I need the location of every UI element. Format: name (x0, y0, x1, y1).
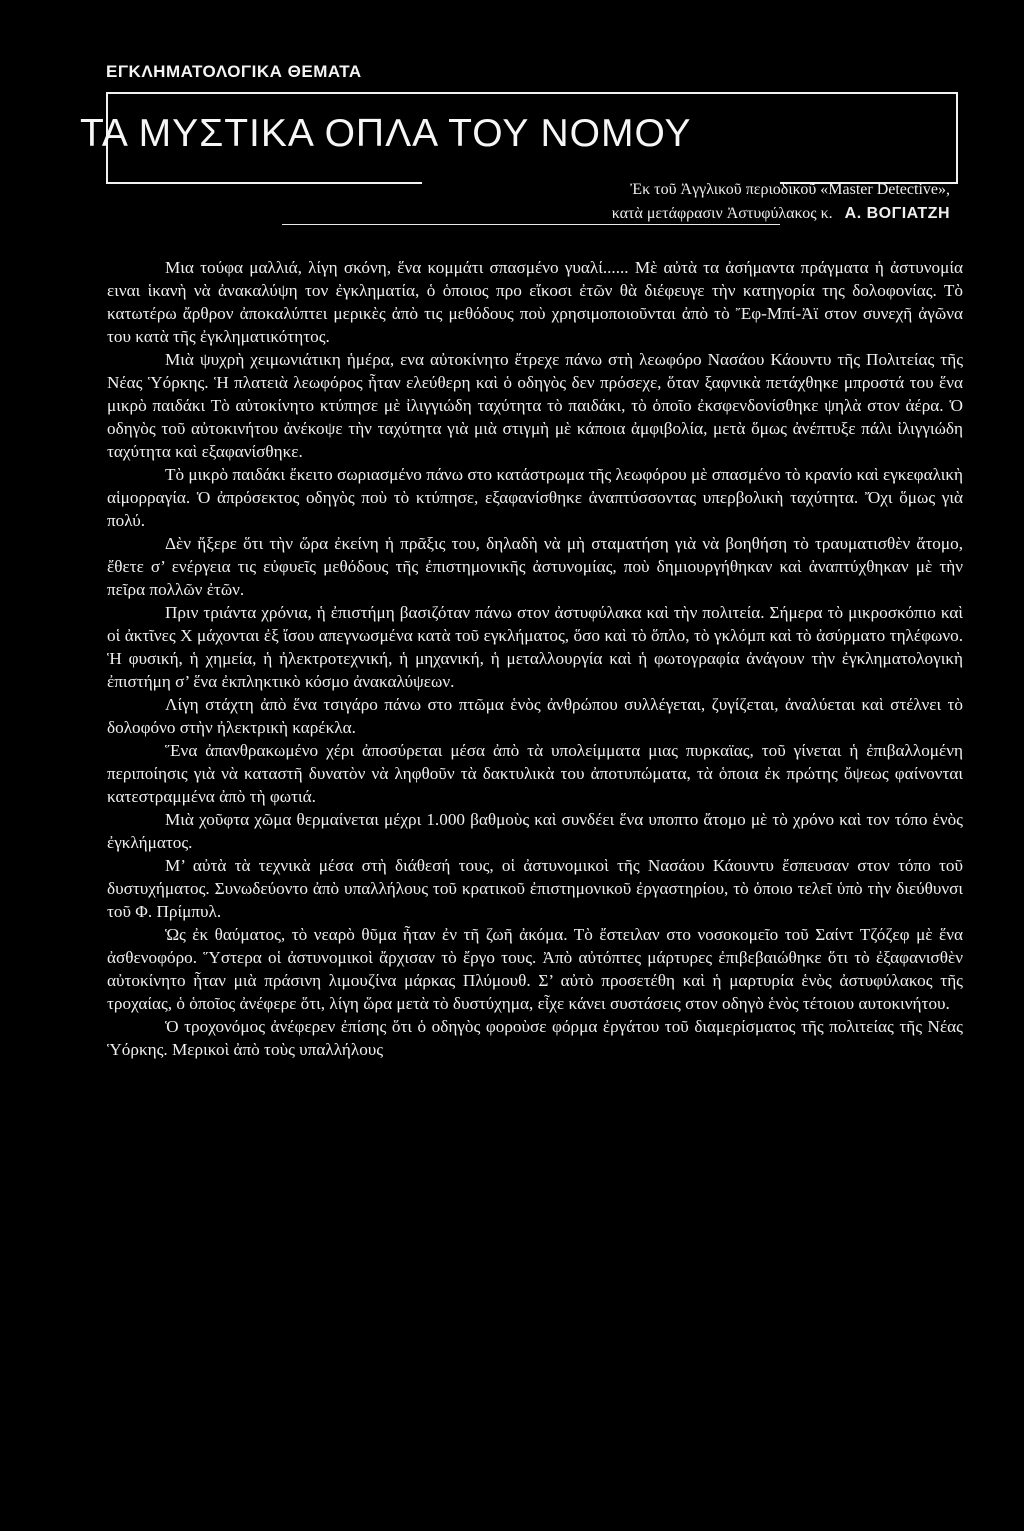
translator-prefix: κατὰ μετάφρασιν Ἀστυφύλακος κ. (611, 205, 833, 222)
frame-right-rule (956, 92, 958, 184)
frame-bottom-left-rule (106, 182, 422, 184)
paragraph: Ἕνα ἀπανθρακωμένο χέρι ἀποσύρεται μέσα ἀπὸ τὰ υπολείμματα μιας πυρκαϊας, τοῦ γίνεται ἡ ἐπιβαλλομένη περιποίησις γιὰ νὰ καταστῆ δυνατὸν νὰ ληφθοῦν τὰ δακτυλικὰ του ἀποτυπώματα, τὰ ὁποια ἐκ πρώτης ὄψεως φαίνονται κατεστραμμένα ἀπὸ τὴ φωτιά. (107, 741, 963, 806)
paragraph: Δὲν ἤξερε ὅτι τὴν ὥρα ἐκείνη ἡ πρᾶξις του, δηλαδὴ νὰ μὴ σταματήση γιὰ νὰ βοηθήση τὸ τραυματισθὲν ἄτομο, ἔθετε σ’ ενέργεια τις εὐφυεῖς μεθόδους τῆς ἐπιστημονικῆς ἀστυνομίας, ποὺ δημιουργήθηκαν καὶ ἀναπτύχθηκαν μὲ τὴν πεῖρα πολλῶν ἐτῶν. (107, 534, 963, 599)
article-body (107, 256, 963, 1061)
translator-credit (612, 205, 950, 223)
paragraph: Μ’ αὐτὰ τὰ τεχνικὰ μέσα στὴ διάθεσή τους, οἱ ἀστυνομικοὶ τῆς Νασάου Κάουντυ ἔσπευσαν στον τόπο τοῦ δυστυχήματος. Συνωδεύοντο ἀπὸ υπαλλήλους τοῦ κρατικοῦ ἐπιστημονικοῦ ἐργαστηρίου, τὸ ὁποιο τελεῖ ὑπὸ τὴν διεύθυνσι τοῦ Φ. Πρίμπυλ. (107, 856, 963, 921)
credit-underline (282, 224, 780, 225)
paragraph: Μιὰ ψυχρὴ χειμωνιάτικη ἡμέρα, ενα αὐτοκίνητο ἔτρεχε πάνω στὴ λεωφόρο Νασάου Κάουντυ τῆς Πολιτείας τῆς Νέας Ὑόρκης. Ἡ πλατειὰ λεωφόρος ἦταν ελεύθερη καὶ ὁ οδηγὸς δεν πρόσεχε, ὅταν ξαφνικὰ πετάχθηκε μπροστά του ἕνα μικρὸ παιδάκι Τὸ αὐτοκίνητο κτύπησε μὲ ἰλιγγιώδη ταχύτητα τὸ παιδάκι, τὸ ὁποῖο ἐκσφενδονίσθηκε ψηλὰ στον ἀέρα. Ὁ οδηγὸς τοῦ αὐτοκινήτου ἀνέκοψε τὴν ταχύτητα γιὰ μιὰ στιγμὴ μὲ κάποια ἀμφιβολία, μετὰ ὅμως ἀνέπτυξε πάλι ἰλιγγιώδη ταχύτητα καὶ εξαφανίσθηκε. (107, 350, 963, 461)
frame-top-rule (106, 92, 958, 94)
paragraph: Ὡς ἐκ θαύματος, τὸ νεαρὸ θῦμα ἦταν ἐν τῆ ζωῆ ἀκόμα. Τὸ ἔστειλαν στο νοσοκομεῖο τοῦ Σαίντ Τζόζεφ μὲ ἕνα ἀσθενοφόρο. Ὕστερα οἱ ἀστυνομικοὶ ἄρχισαν τὸ ἔργο τους. Ἀπὸ αὐτόπτες μάρτυρες ἐπιβεβαιώθηκε ὅτι τὸ ἐξαφανισθὲν αὐτοκίνητο ἦταν μιὰ πράσινη λιμουζίνα μάρκας Πλύμουθ. Σ’ αὐτὸ προσετέθη καὶ ἡ μαρτυρία ἑνὸς ἀστυφύλακος τῆς τροχαίας, ὁ ὁποῖος ἀνέφερε ὅτι, λίγη ὥρα μετὰ τὸ δυστύχημα, εἶχε κάνει συστάσεις στον οδηγὸ ἑνὸς τέτοιου αυτοκινήτου. (107, 925, 963, 1013)
paragraph: Ὁ τροχονόμος ἀνέφερεν ἐπίσης ὅτι ὁ οδηγὸς φοροὺσε φόρμα ἐργάτου τοῦ διαμερίσματος τῆς πολιτείας τῆς Νέας Ὑόρκης. Μερικοὶ ἀπὸ τοὺς υπαλλήλους (107, 1017, 963, 1059)
translator-name: Α. ΒΟΓΙΑΤΖΗ (844, 205, 950, 222)
section-label: ΕΓΚΛΗΜΑΤΟΛΟΓΙΚΑ ΘΕΜΑΤΑ (106, 62, 362, 81)
paragraph: Μια τούφα μαλλιά, λίγη σκόνη, ἕνα κομμάτι σπασμένο γυαλί...... Μὲ αὐτὰ τα ἀσήμαντα πράγματα ἡ ἀστυνομία ειναι ἱκανὴ νὰ ἀνακαλύψη τον ἐγκληματία, ὁ ὁποιος προ εἴκοσι ἐτῶν θὰ διέφευγε τὴν κατηγορία της δολοφονίας. Τὸ κατωτέρω ἄρθρον ἀποκαλύπτει μερικὲς ἀπὸ τις μεθόδους ποὺ χρησιμοποιοῦνται ἀπὸ τὸ Ἔφ-Μπί-Ἀϊ στον συνεχῆ ἀγῶνα του κατὰ τῆς ἐγκληματικότητος. (107, 258, 963, 346)
paragraph: Λίγη στάχτη ἀπὸ ἕνα τσιγάρο πάνω στο πτῶμα ἑνὸς ἀνθρώπου συλλέγεται, ζυγίζεται, ἀναλύεται καὶ στέλνει τὸ δολοφόνο στὴν ἠλεκτρικὴ καρέκλα. (107, 695, 963, 737)
paragraph: Τὸ μικρὸ παιδάκι ἔκειτο σωριασμένο πάνω στο κατάστρωμα τῆς λεωφόρου μὲ σπασμένο τὸ κρανίο καὶ εγκεφαλικὴ αἱμορραγία. Ὁ ἀπρόσεκτος οδηγὸς ποὺ τὸ κτύπησε, εξαφανίσθηκε ἀναπτύσσοντας υπερβολικὴ ταχύτητα. Ὄχι ὅμως γιὰ πολύ. (107, 465, 963, 530)
article-title: ΤΑ ΜΥΣΤΙΚΑ ΟΠΛΑ ΤΟΥ ΝΟΜΟΥ (80, 112, 692, 155)
source-credit: Ἐκ τοῦ Ἀγγλικοῦ περιοδικοῦ «Master Detective», (630, 181, 950, 198)
paragraph: Μιὰ χοῦφτα χῶμα θερμαίνεται μέχρι 1.000 βαθμοὺς καὶ συνδέει ἕνα υποπτο ἄτομο μὲ τὸ χρόνο καὶ τον τόπο ἑνὸς ἐγκλήματος. (107, 810, 963, 852)
paragraph: Πριν τριάντα χρόνια, ἡ ἐπιστήμη βασιζόταν πάνω στον ἀστυφύλακα καὶ τὴν πολιτεία. Σήμερα τὸ μικροσκόπιο καὶ οἱ ἀκτῖνες Χ μάχονται ἐξ ἴσου απεγνωσμένα κατὰ τοῦ εγκλήματος, ὅσο καὶ τὸ ὅπλο, τὸ γκλόμπ καὶ τὸ ἀσύρματο τηλέφωνο. Ἡ φυσική, ἡ χημεία, ἡ ἠλεκτροτεχνική, ἡ μηχανική, ἡ μεταλλουργία καὶ ἡ φωτογραφία ἀνάγουν τὴν ἐγκληματολογικὴ ἐπιστήμη σ’ ἕνα ἐκπληκτικὸ κόσμο ἀνακαλύψεων. (107, 603, 963, 691)
